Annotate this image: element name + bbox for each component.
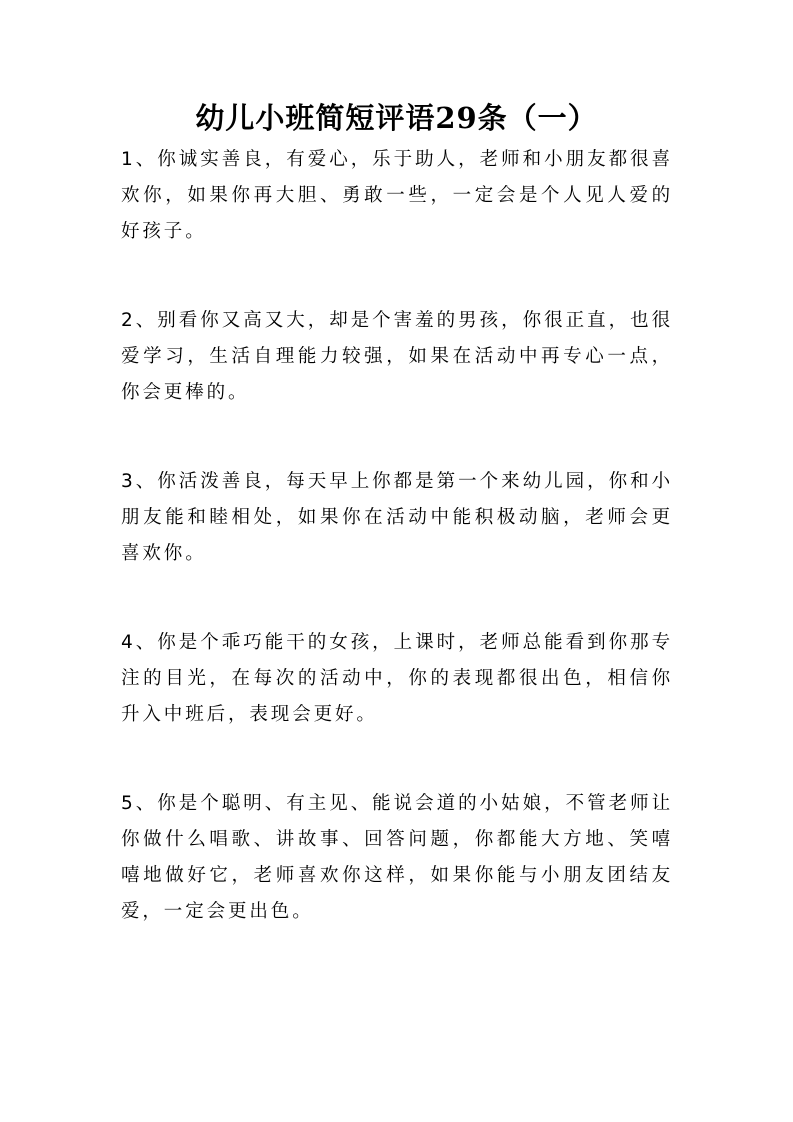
comment-entry-4: 4、你是个乖巧能干的女孩，上课时，老师总能看到你那专注的目光，在每次的活动中，你的表现都很出色，相信你升入中班后，表现会更好。 (121, 632, 673, 725)
document-title: 幼儿小班简短评语29条（一） (195, 101, 598, 135)
comment-entry-2: 2、别看你又高又大，却是个害羞的男孩，你很正直，也很爱学习，生活自理能力较强，如果在活动中再专心一点，你会更棒的。 (121, 310, 673, 403)
comment-list (121, 142, 673, 983)
comment-entry-3: 3、你活泼善良，每天早上你都是第一个来幼儿园，你和小朋友能和睦相处，如果你在活动中能积极动脑，老师会更喜欢你。 (121, 471, 673, 564)
comment-entry-5: 5、你是个聪明、有主见、能说会道的小姑娘，不管老师让你做什么唱歌、讲故事、回答问题，你都能大方地、笑嘻嘻地做好它，老师喜欢你这样，如果你能与小朋友团结友爱，一定会更出色。 (121, 793, 673, 922)
comment-entry-1: 1、你诚实善良，有爱心，乐于助人，老师和小朋友都很喜欢你，如果你再大胆、勇敢一些，一定会是个人见人爱的好孩子。 (121, 149, 673, 242)
